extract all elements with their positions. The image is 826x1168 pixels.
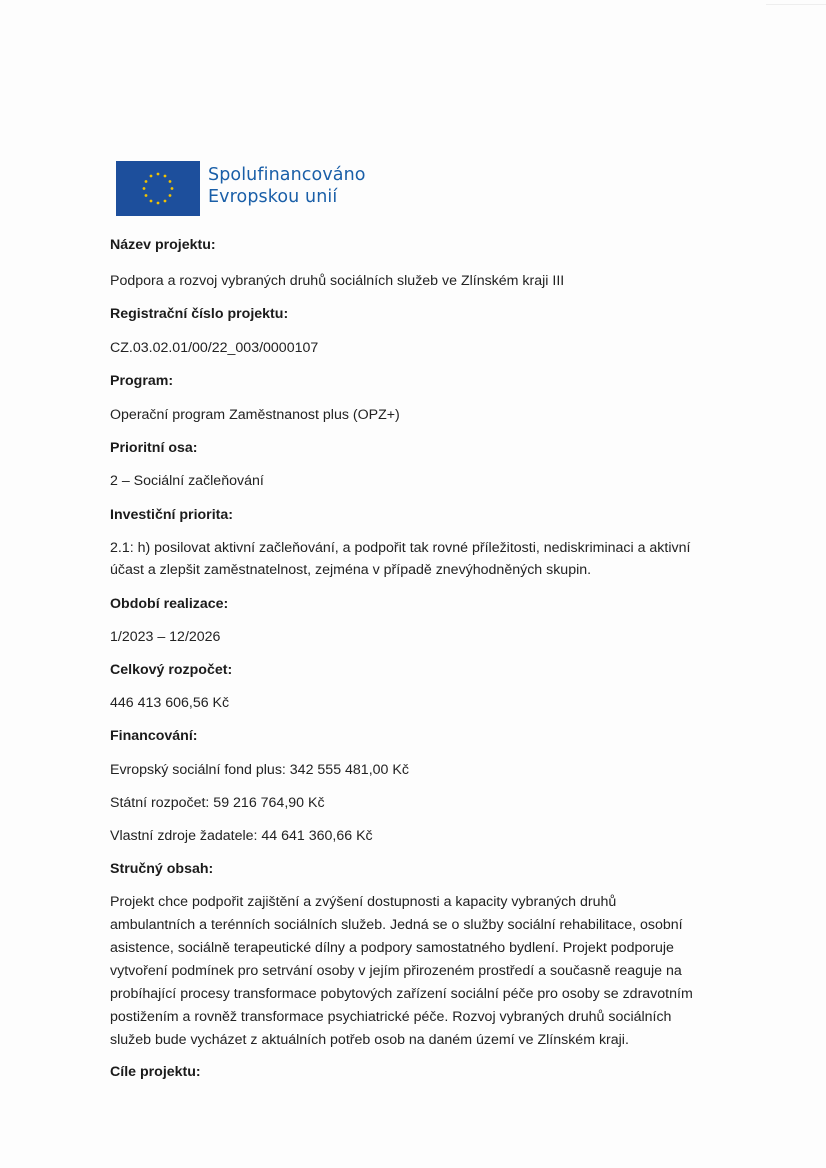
summary-line: Projekt chce podpořit zajištění a zvýšení dostupnosti a kapacity vybraných druhů xyxy=(110,894,617,910)
eu-flag-icon xyxy=(116,161,200,216)
investment-priority-line2: účast a zlepšit zaměstnatelnost, zejména v případě znevýhodněných skupin. xyxy=(110,562,592,578)
funding-esf: Evropský sociální fond plus: 342 555 481,00 Kč xyxy=(110,762,409,778)
total-budget-label: Celkový rozpočet: xyxy=(110,662,233,678)
funding-label: Financování: xyxy=(110,728,198,744)
program-value: Operační program Zaměstnanost plus (OPZ+) xyxy=(110,407,400,423)
period-value: 1/2023 – 12/2026 xyxy=(110,629,221,645)
funding-own-resources: Vlastní zdroje žadatele: 44 641 360,66 Kč xyxy=(110,828,373,844)
summary-line: asistence, sociálně terapeutické dílny a podpory samostatného bydlení. Projekt podporuje xyxy=(110,940,674,956)
eu-cofinanced-logo xyxy=(116,161,368,217)
eu-logo-line1: Spolufinancováno xyxy=(208,165,366,185)
period-label: Období realizace: xyxy=(110,596,229,612)
summary-line: probíhající procesy transformace pobytových zařízení sociální péče pro osoby se zdravotním xyxy=(110,986,693,1002)
summary-label: Stručný obsah: xyxy=(110,861,214,877)
summary-line: služeb bude vycházet z aktuálních potřeb osob na daném území ve Zlínském kraji. xyxy=(110,1032,629,1048)
investment-priority-label: Investiční priorita: xyxy=(110,507,233,523)
registration-number-value: CZ.03.02.01/00/22_003/0000107 xyxy=(110,340,319,356)
funding-state-budget: Státní rozpočet: 59 216 764,90 Kč xyxy=(110,795,325,811)
summary-line: postižením a rovněž transformace psychiatrické péče. Rozvoj vybraných druhů sociálních xyxy=(110,1009,672,1025)
program-label: Program: xyxy=(110,373,174,389)
project-name-label: Název projektu: xyxy=(110,237,216,253)
project-name-value: Podpora a rozvoj vybraných druhů sociálních služeb ve Zlínském kraji III xyxy=(110,273,565,289)
registration-number-label: Registrační číslo projektu: xyxy=(110,306,289,322)
scan-artifact-line xyxy=(766,4,826,5)
priority-axis-value: 2 – Sociální začleňování xyxy=(110,473,264,489)
summary-line: ambulantních a terénních sociálních služeb. Jedná se o služby sociální rehabilitace, osobní xyxy=(110,917,683,933)
project-goals-label: Cíle projektu: xyxy=(110,1064,201,1080)
total-budget-value: 446 413 606,56 Kč xyxy=(110,695,230,711)
priority-axis-label: Prioritní osa: xyxy=(110,440,198,456)
summary-line: vytvoření podmínek pro setrvání osoby v jejím přirozeném prostředí a současně reaguje na xyxy=(110,963,682,979)
eu-logo-text xyxy=(208,164,366,208)
eu-logo-line2: Evropskou unií xyxy=(208,187,338,207)
investment-priority-line1: 2.1: h) posilovat aktivní začleňování, a podpořit tak rovné příležitosti, nediskriminaci a aktivní xyxy=(110,540,691,556)
